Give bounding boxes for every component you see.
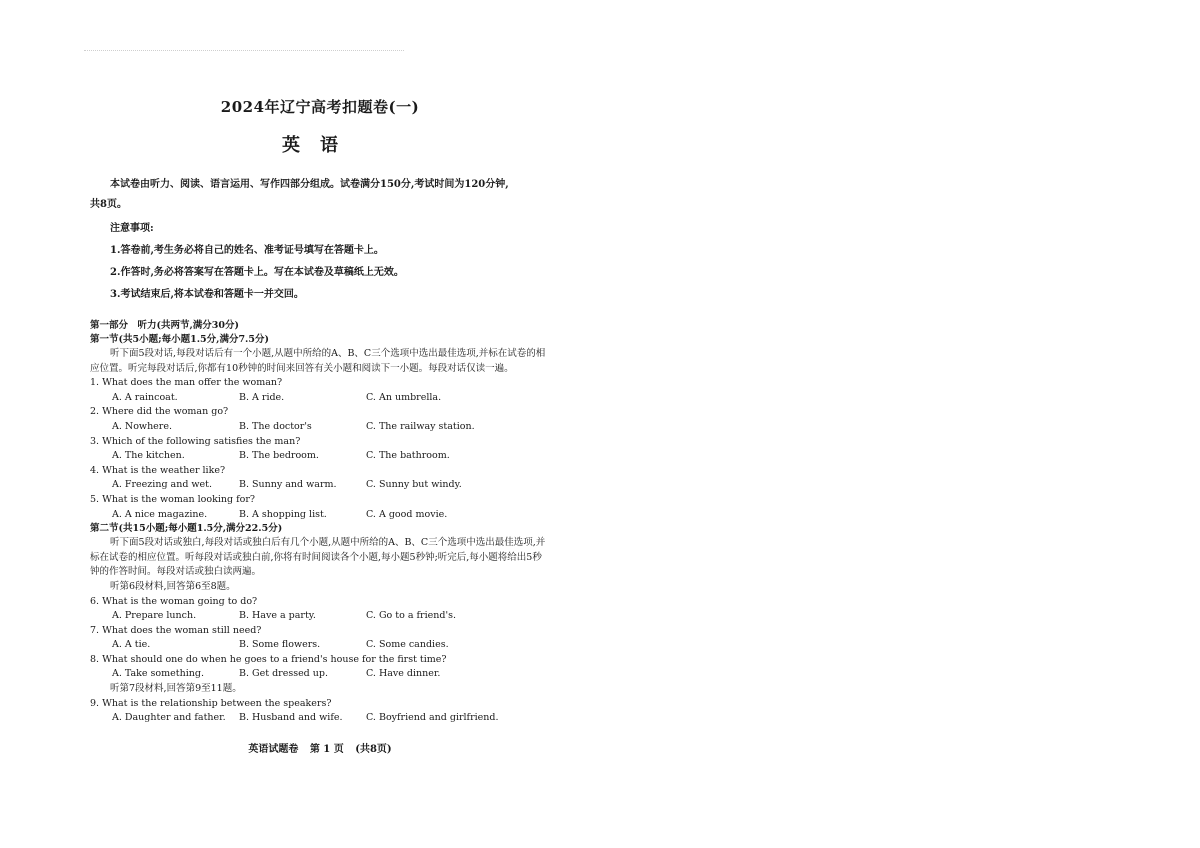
option-b: B. Get dressed up.: [239, 668, 329, 680]
notes-heading: 注意事项:: [110, 223, 154, 234]
option-c: C. An umbrella.: [366, 391, 442, 403]
page-content: [90, 96, 550, 726]
option-a: A. Daughter and father.: [112, 712, 226, 724]
option-c: C. Some candies.: [366, 639, 449, 651]
question-text: 9. What is the relationship between the speakers?: [90, 697, 332, 709]
note-item: 3.考试结束后,将本试卷和答题卡一并交回。: [110, 289, 304, 300]
subject-title: 英语: [282, 135, 358, 156]
option-b: B. Sunny and warm.: [239, 479, 337, 491]
question-text: 5. What is the woman looking for?: [90, 493, 256, 505]
question-options: [90, 508, 550, 523]
option-c: C. Have dinner.: [366, 668, 441, 680]
footer-total-pages: (共8页): [355, 744, 392, 755]
question-text: 8. What should one do when he goes to a friend's house for the first time?: [90, 653, 447, 665]
option-a: A. Take something.: [112, 668, 204, 680]
option-b: B. A ride.: [239, 391, 285, 403]
option-b: B. The bedroom.: [239, 450, 319, 462]
option-b: B. The doctor's: [239, 420, 312, 432]
section-2-heading: 第二节(共15小题;每小题1.5分,满分22.5分): [90, 523, 283, 535]
question-text: 4. What is the weather like?: [90, 464, 226, 476]
question-options: [90, 638, 550, 653]
option-b: B. Husband and wife.: [239, 712, 343, 724]
option-c: C. A good movie.: [366, 508, 448, 520]
exam-title: 2024年辽宁高考扣题卷(一): [220, 98, 420, 116]
option-b: B. A shopping list.: [239, 508, 327, 520]
intro-line-2: 共8页。: [90, 199, 127, 210]
question-text: 3. Which of the following satisfies the man?: [90, 435, 301, 447]
note-item: 1.答卷前,考生务必将自己的姓名、准考证号填写在答题卡上。: [110, 245, 384, 256]
footer-subject: 英语试题卷: [248, 744, 299, 755]
question-9: [90, 697, 550, 726]
option-c: C. Boyfriend and girlfriend.: [366, 712, 499, 724]
option-c: C. The bathroom.: [366, 450, 450, 462]
question-options: [90, 667, 550, 682]
option-a: A. Freezing and wet.: [112, 479, 213, 491]
question-2: [90, 405, 550, 434]
option-c: C. Sunny but windy.: [366, 479, 462, 491]
section-1-heading: 第一节(共5小题;每小题1.5分,满分7.5分): [90, 334, 269, 345]
question-3: [90, 435, 550, 464]
question-5: [90, 493, 550, 522]
option-c: C. The railway station.: [366, 420, 475, 432]
option-c: C. Go to a friend's.: [366, 610, 456, 622]
question-options: [90, 711, 550, 726]
question-text: 7. What does the woman still need?: [90, 624, 262, 636]
question-options: [90, 391, 550, 406]
option-a: A. The kitchen.: [112, 450, 185, 462]
question-options: [90, 449, 550, 464]
note-item: 2.作答时,务必将答案写在答题卡上。写在本试卷及草稿纸上无效。: [110, 267, 404, 278]
question-options: [90, 478, 550, 493]
question-4: [90, 464, 550, 493]
part-1-heading: 第一部分 听力(共两节,满分30分): [90, 320, 240, 331]
option-a: A. A tie.: [112, 639, 151, 651]
question-text: 2. Where did the woman go?: [90, 406, 229, 418]
option-a: A. A raincoat.: [112, 391, 178, 403]
question-text: 1. What does the man offer the woman?: [90, 377, 283, 389]
question-text: 6. What is the woman going to do?: [90, 595, 258, 607]
option-a: A. Prepare lunch.: [112, 610, 197, 622]
page-footer: [90, 740, 550, 755]
option-a: A. A nice magazine.: [112, 508, 208, 520]
section-1-instructions: 听下面5段对话,每段对话后有一个小题,从题中所给的A、B、C三个选项中选出最佳选项,并标在试卷的相应位置。听完每段对话后,你都有10秒钟的时间来回答有关小题和阅读下一小题。每段对话仅读一遍。: [90, 348, 546, 374]
scan-artifact-divider: [84, 50, 404, 52]
section-2-instructions: 听下面5段对话或独白,每段对话或独白后有几个小题,从题中所给的A、B、C三个选项中选出最佳选项,并标在试卷的相应位置。听每段对话或独白前,你将有时间阅读各个小题,每小题5秒钟;听完后,每小题将给出5秒钟的作答时间。每段对话或独白读两遍。: [90, 537, 546, 578]
question-8: [90, 653, 550, 682]
question-7: [90, 624, 550, 653]
question-options: [90, 420, 550, 435]
intro-line-1: 本试卷由听力、阅读、语言运用、写作四部分组成。试卷满分150分,考试时间为120分钟,: [110, 179, 509, 190]
question-6: [90, 595, 550, 624]
question-1: [90, 376, 550, 405]
material-6-note: 听第6段材料,回答第6至8题。: [110, 580, 236, 592]
option-b: B. Have a party.: [239, 610, 316, 622]
footer-page-number: 第 1 页: [309, 744, 344, 755]
option-b: B. Some flowers.: [239, 639, 321, 651]
material-7-note: 听第7段材料,回答第9至11题。: [110, 683, 242, 695]
option-a: A. Nowhere.: [112, 420, 172, 432]
question-options: [90, 609, 550, 624]
